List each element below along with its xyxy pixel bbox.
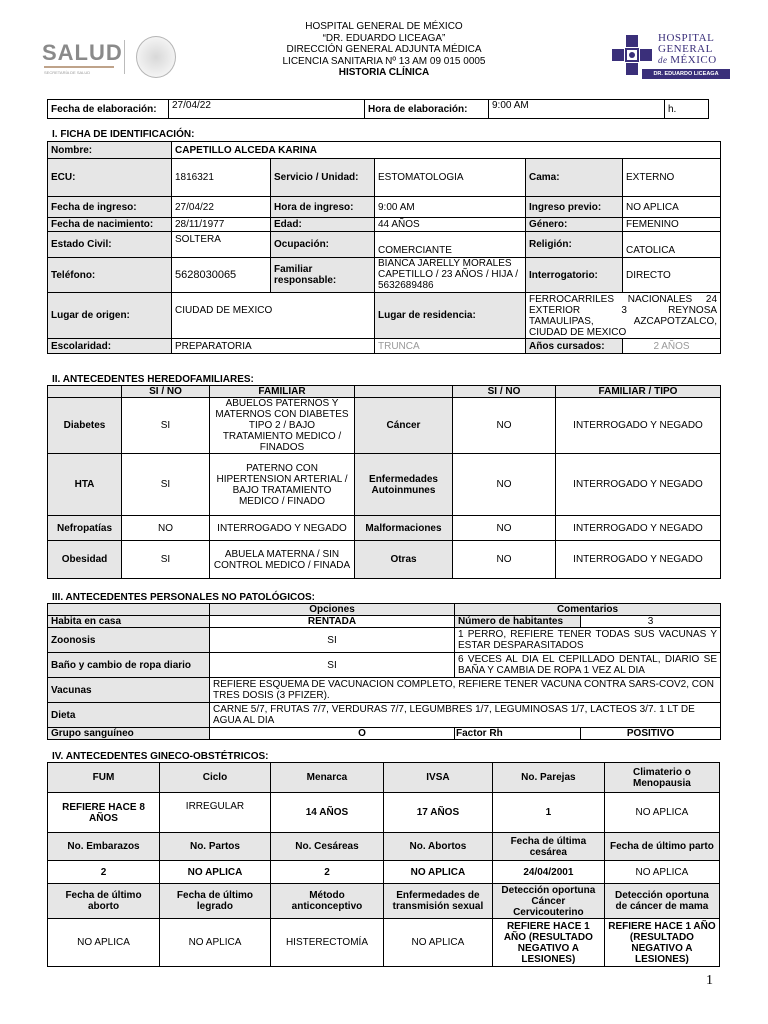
servicio-value: ESTOMATOLOGIA xyxy=(375,159,526,197)
nopat-header-opciones: Opciones xyxy=(210,604,455,616)
vacunas-value: REFIERE ESQUEMA DE VACUNACION COMPLETO, REFIERE TENER VACUNA CONTRA SARS-COV2, CON TRES DOSIS (3 PFIZER). xyxy=(210,678,721,703)
salud-logo-subtitle: SECRETARÍA DE SALUD xyxy=(44,70,91,75)
habita-casa-value: RENTADA xyxy=(210,616,455,628)
ocupacion-label: Ocupación: xyxy=(271,232,375,258)
grupo-sanguineo-label: Grupo sanguíneo xyxy=(48,728,210,740)
gineco-r2h-cell: No. Cesáreas xyxy=(270,833,383,861)
gineco-r1h-cell: Menarca xyxy=(270,763,383,793)
heredo-label: HTA xyxy=(48,454,122,516)
gineco-r3h-cell: Enfermedades de transmisión sexual xyxy=(383,884,492,919)
heredo-sino: SI xyxy=(122,541,210,579)
zoonosis-value: SI xyxy=(210,628,455,653)
fecha-elaboracion-label: Fecha de elaboración: xyxy=(48,100,169,119)
gineco-r1v-cell: 14 AÑOS xyxy=(270,793,383,833)
heredo-header-familiar: FAMILIAR xyxy=(210,386,355,398)
lugar-residencia-value: FERROCARRILES NACIONALES 24 EXTERIOR 3 REYNOSA TAMAULIPAS, AZCAPOTZALCO, CIUDAD DE MEXICO xyxy=(526,293,721,339)
heredo-tipo: INTERROGADO Y NEGADO xyxy=(556,454,721,516)
gineco-r3v-cell: REFIERE HACE 1 AÑO (RESULTADO NEGATIVO A LESIONES) xyxy=(604,919,719,967)
numero-habitantes-value: 3 xyxy=(581,616,721,628)
zoonosis-comment: 1 PERRO, REFIERE TENER TODAS SUS VACUNAS Y ESTAR DESPARASITADOS xyxy=(455,628,721,653)
direction-name: DIRECCIÓN GENERAL ADJUNTA MÉDICA xyxy=(286,44,482,55)
document-title: HISTORIA CLÍNICA xyxy=(338,67,430,78)
escolaridad-label: Escolaridad: xyxy=(48,339,172,354)
heredo-label: Diabetes xyxy=(48,398,122,454)
gineco-r2v-cell: NO APLICA xyxy=(383,861,492,884)
gineco-r3v-cell: NO APLICA xyxy=(48,919,160,967)
escolaridad-estado: TRUNCA xyxy=(375,339,526,354)
gineco-r3h-cell: Detección oportuna de cáncer de mama xyxy=(604,884,719,919)
heredo-header-sino-2: SI / NO xyxy=(453,386,556,398)
hours-unit: h. xyxy=(665,100,709,119)
heredo-label2: Otras xyxy=(355,541,453,579)
gineco-r3h-cell: Método anticonceptivo xyxy=(270,884,383,919)
gineco-r2h-cell: Fecha de último parto xyxy=(604,833,719,861)
vacunas-label: Vacunas xyxy=(48,678,210,703)
heredo-familiar: PATERNO CON HIPERTENSION ARTERIAL / BAJO TRATAMIENTO MEDICO / FINADO xyxy=(210,454,355,516)
habita-casa-label: Habita en casa xyxy=(48,616,210,628)
gineco-r1v-cell: NO APLICA xyxy=(604,793,719,833)
gineco-row xyxy=(48,793,720,833)
nopat-header-comentarios: Comentarios xyxy=(455,604,721,616)
hospital-name: HOSPITAL GENERAL DE MÉXICO xyxy=(305,21,463,32)
dieta-label: Dieta xyxy=(48,703,210,728)
gineco-r3v-cell: NO APLICA xyxy=(383,919,492,967)
estado-civil-value: SOLTERA xyxy=(172,232,271,258)
heredo-label2: Enfermedades Autoinmunes xyxy=(355,454,453,516)
heredo-tipo: INTERROGADO Y NEGADO xyxy=(556,398,721,454)
heredo-sino2: NO xyxy=(453,516,556,541)
dieta-value: CARNE 5/7, FRUTAS 7/7, VERDURAS 7/7, LEGUMBRES 1/7, LEGUMINOSAS 1/7, LACTEOS 3/7. 1 LT DE AGUA AL DIA xyxy=(210,703,721,728)
edad-value: 44 AÑOS xyxy=(375,218,526,232)
heredo-row xyxy=(48,541,721,579)
gineco-r3h-cell: Fecha de último legrado xyxy=(160,884,271,919)
gineco-r3h-cell: Fecha de último aborto xyxy=(48,884,160,919)
hospital-honoree: “DR. EDUARDO LICEAGA” xyxy=(322,32,446,44)
heredo-sino2: NO xyxy=(453,454,556,516)
section-3-title: III. ANTECEDENTES PERSONALES NO PATOLÓGICOS: xyxy=(52,592,315,603)
hospital-logo-line2: GENERAL xyxy=(658,43,713,55)
religion-value: CATOLICA xyxy=(623,232,721,258)
no-patologicos-table xyxy=(47,603,721,740)
lugar-origen-label: Lugar de origen: xyxy=(48,293,172,339)
cama-label: Cama: xyxy=(526,159,623,197)
gineco-r2h-cell: No. Partos xyxy=(160,833,271,861)
section-2-title: II. ANTECEDENTES HEREDOFAMILIARES: xyxy=(52,374,254,385)
heredo-familiar: ABUELOS PATERNOS Y MATERNOS CON DIABETES TIPO 2 / BAJO TRATAMIENTO MEDICO / FINADOS xyxy=(210,398,355,454)
numero-habitantes-label: Número de habitantes xyxy=(455,616,581,628)
heredo-sino: NO xyxy=(122,516,210,541)
heredo-familiar: INTERROGADO Y NEGADO xyxy=(210,516,355,541)
edad-label: Edad: xyxy=(271,218,375,232)
nombre-value: CAPETILLO ALCEDA KARINA xyxy=(172,142,721,159)
heredo-sino2: NO xyxy=(453,541,556,579)
hospital-logo-line1: HOSPITAL xyxy=(658,32,715,44)
heredo-label2: Malformaciones xyxy=(355,516,453,541)
gineco-r1h-cell: Ciclo xyxy=(160,763,271,793)
gineco-r1h-cell: FUM xyxy=(48,763,160,793)
telefono-value: 5628030065 xyxy=(172,258,271,293)
genero-label: Género: xyxy=(526,218,623,232)
zoonosis-label: Zoonosis xyxy=(48,628,210,653)
gineco-r2v-cell: 24/04/2001 xyxy=(492,861,604,884)
factor-rh-label: Factor Rh xyxy=(455,728,581,740)
gineco-r2h-cell: No. Embarazos xyxy=(48,833,160,861)
gineco-r3v-cell: NO APLICA xyxy=(160,919,271,967)
nombre-label: Nombre: xyxy=(48,142,172,159)
gineco-r1v-cell: 17 AÑOS xyxy=(383,793,492,833)
gineco-r2h-cell: No. Abortos xyxy=(383,833,492,861)
servicio-label: Servicio / Unidad: xyxy=(271,159,375,197)
hospital-logo-tagline: DR. EDUARDO LICEAGA xyxy=(642,69,730,79)
heredo-row xyxy=(48,398,721,454)
nopat-header-blank xyxy=(48,604,210,616)
gineco-r3v-cell: REFIERE HACE 1 AÑO (RESULTADO NEGATIVO A LESIONES) xyxy=(492,919,604,967)
gineco-r1h-cell: IVSA xyxy=(383,763,492,793)
telefono-label: Teléfono: xyxy=(48,258,172,293)
heredo-header-blank xyxy=(48,386,122,398)
hospital-logo-line3: de MÉXICO xyxy=(658,54,717,66)
salud-logo-text: SALUD xyxy=(42,40,123,65)
gineco-r1v-cell: IRREGULAR xyxy=(160,793,271,833)
factor-rh-value: POSITIVO xyxy=(581,728,721,740)
gineco-r1v-cell: 1 xyxy=(492,793,604,833)
gineco-row xyxy=(48,919,720,967)
license-number: LICENCIA SANITARIA Nº 13 AM 09 015 0005 xyxy=(282,55,486,67)
hora-elaboracion-label: Hora de elaboración: xyxy=(365,100,489,119)
hora-ingreso-label: Hora de ingreso: xyxy=(271,197,375,218)
anos-cursados-value: 2 AÑOS xyxy=(623,339,721,354)
genero-value: FEMENINO xyxy=(623,218,721,232)
familiar-responsable-label: Familiar responsable: xyxy=(271,258,375,293)
heredo-row xyxy=(48,454,721,516)
interrogatorio-value: DIRECTO xyxy=(623,258,721,293)
bano-comment: 6 VECES AL DIA EL CEPILLADO DENTAL, DIARIO SE BAÑA Y CAMBIA DE ROPA 1 VEZ AL DIA xyxy=(455,653,721,678)
lugar-origen-value: CIUDAD DE MEXICO xyxy=(172,293,375,339)
fecha-elaboracion-value: 27/04/22 xyxy=(169,100,365,119)
gineco-r3h-cell: Detección oportuna Cáncer Cervicouterino xyxy=(492,884,604,919)
heredo-tipo: INTERROGADO Y NEGADO xyxy=(556,541,721,579)
gineco-row xyxy=(48,833,720,861)
gineco-r3v-cell: HISTERECTOMÍA xyxy=(270,919,383,967)
bano-label: Baño y cambio de ropa diario xyxy=(48,653,210,678)
hospital-logo xyxy=(612,33,730,81)
gineco-row xyxy=(48,861,720,884)
heredo-header-sino: SI / NO xyxy=(122,386,210,398)
ingreso-previo-label: Ingreso previo: xyxy=(526,197,623,218)
page-number: 1 xyxy=(706,973,713,988)
heredo-tipo: INTERROGADO Y NEGADO xyxy=(556,516,721,541)
gineco-row xyxy=(48,884,720,919)
religion-label: Religión: xyxy=(526,232,623,258)
heredofamiliares-table xyxy=(47,385,721,579)
anos-cursados-label: Años cursados: xyxy=(526,339,623,354)
gineco-r1v-cell: REFIERE HACE 8 AÑOS xyxy=(48,793,160,833)
heredo-familiar: ABUELA MATERNA / SIN CONTROL MEDICO / FINADA xyxy=(210,541,355,579)
elaboration-table xyxy=(47,99,709,119)
gineco-r2v-cell: NO APLICA xyxy=(160,861,271,884)
gineco-r2h-cell: Fecha de última cesárea xyxy=(492,833,604,861)
section-4-title: IV. ANTECEDENTES GINECO-OBSTÉTRICOS: xyxy=(52,751,269,762)
ingreso-previo-value: NO APLICA xyxy=(623,197,721,218)
gineco-r1h-cell: Climaterio o Menopausia xyxy=(604,763,719,793)
fecha-ingreso-value: 27/04/22 xyxy=(172,197,271,218)
ecu-label: ECU: xyxy=(48,159,172,197)
gineco-r2v-cell: NO APLICA xyxy=(604,861,719,884)
heredo-label2: Cáncer xyxy=(355,398,453,454)
gineco-obstetricos-table xyxy=(47,762,720,967)
section-1-title: I. FICHA DE IDENTIFICACIÓN: xyxy=(52,129,195,140)
hora-ingreso-value: 9:00 AM xyxy=(375,197,526,218)
heredo-sino: SI xyxy=(122,454,210,516)
lugar-residencia-label: Lugar de residencia: xyxy=(375,293,526,339)
gineco-row xyxy=(48,763,720,793)
identification-table xyxy=(47,141,721,354)
heredo-sino2: NO xyxy=(453,398,556,454)
escolaridad-value: PREPARATORIA xyxy=(172,339,375,354)
fecha-nacimiento-value: 28/11/1977 xyxy=(172,218,271,232)
familiar-responsable-value: BIANCA JARELLY MORALES CAPETILLO / 23 AÑOS / HIJA / 5632689486 xyxy=(375,258,526,293)
estado-civil-label: Estado Civil: xyxy=(48,232,172,258)
gineco-r1h-cell: No. Parejas xyxy=(492,763,604,793)
fecha-nacimiento-label: Fecha de nacimiento: xyxy=(48,218,172,232)
cama-value: EXTERNO xyxy=(623,159,721,197)
interrogatorio-label: Interrogatorio: xyxy=(526,258,623,293)
heredo-header-blank-2 xyxy=(355,386,453,398)
heredo-sino: SI xyxy=(122,398,210,454)
hora-elaboracion-value: 9:00 AM xyxy=(489,100,665,119)
bano-value: SI xyxy=(210,653,455,678)
heredo-label: Nefropatías xyxy=(48,516,122,541)
heredo-row xyxy=(48,516,721,541)
grupo-sanguineo-value: O xyxy=(210,728,455,740)
gineco-r2v-cell: 2 xyxy=(48,861,160,884)
heredo-header-familiar-tipo: FAMILIAR / TIPO xyxy=(556,386,721,398)
ecu-value: 1816321 xyxy=(172,159,271,197)
fecha-ingreso-label: Fecha de ingreso: xyxy=(48,197,172,218)
gineco-r2v-cell: 2 xyxy=(270,861,383,884)
ocupacion-value: COMERCIANTE xyxy=(375,232,526,258)
heredo-label: Obesidad xyxy=(48,541,122,579)
